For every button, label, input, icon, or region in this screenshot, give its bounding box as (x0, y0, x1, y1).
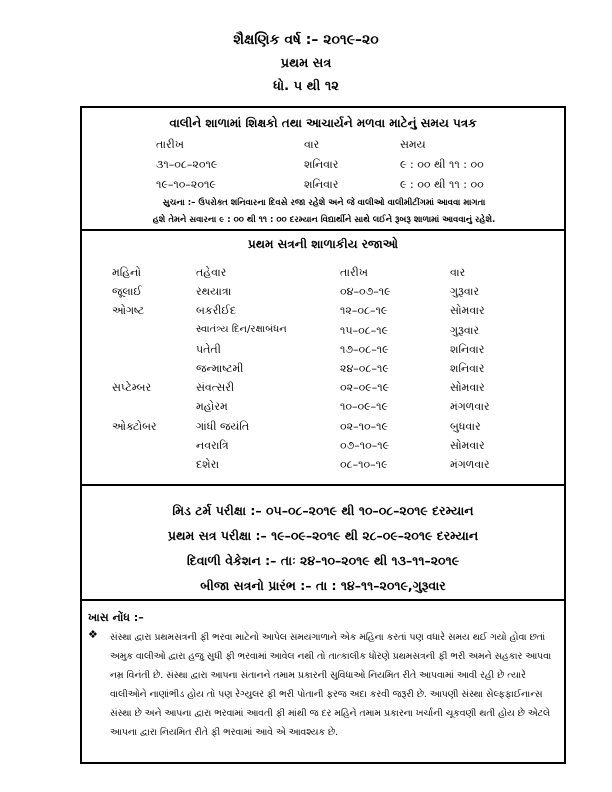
term-title: પ્રથમ સત્ર (280, 56, 332, 71)
standard-range-title: ધો. ૫ થી ૧૨ (273, 79, 339, 94)
holiday-date: ૧૫–૦૮–૧૯ (340, 324, 389, 337)
special-note-title: ખાસ નોંધ :– (88, 611, 144, 624)
holiday-day: શનિવાર (450, 343, 485, 356)
meeting-row-time: ૯ : ૦૦ થી ૧૧ : ૦૦ (400, 178, 484, 191)
meeting-row-time: ૯ : ૦૦ થી ૧૧ : ૦૦ (400, 158, 484, 171)
holiday-date: ૦૭–૧૦–૧૯ (340, 439, 390, 452)
holiday-day: ગુરૂવાર (450, 285, 480, 298)
parent-meeting-section (80, 106, 566, 231)
holiday-header-date: તારીખ (340, 266, 368, 279)
meeting-row-date: ૩૧–૦૮–૨૦૧૯ (156, 158, 218, 171)
meeting-header-time: સમય (400, 138, 426, 151)
meeting-section-title: વાલીને શાળામાં શિક્ષકો તથા આચાર્યને મળવા માટેનું સમય પત્રક (169, 116, 477, 130)
holiday-date: ૧૨–૦૮–૧૯ (340, 304, 388, 317)
meeting-header-day: વાર (304, 138, 320, 151)
holiday-day: સોમવાર (450, 439, 485, 452)
holiday-festival: ગાંધી જયંતિ (196, 420, 250, 433)
meeting-row-day: શનિવાર (304, 178, 339, 191)
holiday-date: ૧૭–૦૮–૧૯ (340, 343, 389, 356)
holiday-date: ૦૮–૧૦–૧૯ (340, 458, 388, 471)
meeting-row-date: ૧૯–૧૦–૨૦૧૯ (156, 178, 216, 191)
holiday-festival: પતેતી (196, 343, 221, 356)
holiday-festival: નવરાત્રિ (196, 439, 229, 452)
holiday-date: ૦૪–૦૭–૧૯ (340, 285, 391, 298)
holiday-date: ૨૪–૦૮–૧૯ (340, 362, 389, 375)
holiday-day: સોમવાર (450, 304, 485, 317)
holidays-section (80, 231, 566, 486)
meeting-header-date: તારીખ (156, 138, 184, 151)
meeting-instruction-line2: હશે તેમને સવારના ૯ : ૦૦ થી ૧૧ : ૦૦ દરમ્યાન વિદ્યાર્થીને સાથે લઈને રૂબરૂ શાળામાં આવવાનું રહેશે. (152, 215, 496, 225)
holiday-month: સપ્ટેમ્બર (112, 381, 152, 394)
holiday-header-month: મહિનો (112, 266, 142, 279)
holiday-day: મંગળવાર (450, 458, 490, 471)
holiday-festival: રથયાત્રા (196, 285, 232, 298)
special-note-body: સંસ્થા દ્વારા પ્રથમસત્રની ફી ભરવા માટેનો આપેલ સમયગાળાને એક મહિના કરતાં પણ વધારે સમય થઈ ગયો હોવા છતાં અમુક વાલીઓ દ્વારા હજુ સુધી ફી ભરવામાં આવેલ નથી તો તાત્કાલીક ધોરણે પ્રથમસત્રની ફી ભરી અમને સહકાર આપવા નમ્ર વિનંતી છે. સંસ્થા દ્વારા આપના સંતાનને તમામ પ્રકારની સુવિધાઓ નિયમિત રીતે આપવામાં આવી રહી છે ત્યારે વાલીઓને નાણાંભીડ હોય તો પણ રેગ્યુલર ફી ભરી પોતાની ફરજ અદા કરવી જરૂરી છે. આપણી સંસ્થા સેલ્ફફાઈનાન્સ સંસ્થા છે અને આપના દ્વારા ભરવામાં આવતી ફી માંથી જ દર મહિને તમામ પ્રકારના ખર્ચાની ચૂકવણી થતી હોય છે એટલે આપના દ્વારા નિયમિત રીતે ફી ભરવામાં આવે એ આવશ્યક છે. (110, 632, 552, 738)
holiday-date: ૦૨–૧૦–૧૯ (340, 420, 388, 433)
holiday-festival: સ્વાતંત્ર્ય દિન/રક્ષાબંધન (196, 324, 287, 335)
holiday-day: ગુરૂવાર (450, 324, 480, 337)
meeting-row-day: શનિવાર (304, 158, 339, 171)
holiday-date: ૧૦–૦૯–૧૯ (340, 400, 389, 413)
meeting-instruction-line1: સુચના :– ઉપરોક્ત શનિવારના દિવસે રજા રહેશે અને જે વાલીઓ વાલીમીટીંગમાં આવવા માગતા (162, 198, 486, 208)
holiday-festival: બકરીઈદ (196, 304, 237, 317)
holiday-day: બુધવાર (450, 420, 481, 433)
mid-term-exam: મિડ ટર્મ પરીક્ષા :– ૦૫–૦૮–૨૦૧૯ થી ૧૦–૦૮–૨૦૧૯ દરમ્યાન (172, 503, 474, 518)
holiday-header-day: વાર (450, 266, 466, 279)
holiday-header-festival: તહેવાર (196, 266, 227, 279)
holiday-day: સોમવાર (450, 381, 485, 394)
holiday-day: શનિવાર (450, 362, 485, 375)
academic-year-title: શૈક્ષણિક વર્ષ :– ૨૦૧૯–૨૦ (233, 32, 379, 48)
diamond-bullet-icon: ❖ (88, 628, 98, 641)
holiday-day: મંગળવાર (450, 400, 490, 413)
holiday-month: ઓગષ્ટ (112, 304, 145, 317)
holiday-month: જૂલાઈ (112, 285, 142, 298)
exam-schedule-section (80, 486, 566, 601)
diwali-vacation: દિવાળી વેકેશન :– તાઃ ૨૪–૧૦–૨૦૧૯ થી ૧૩–૧૧–૨૦૧૯ (186, 553, 460, 568)
second-term-start: બીજા સત્રનો પ્રારંભ :– તા : ૧૪–૧૧–૨૦૧૯,ગુરૂવાર (200, 578, 446, 593)
holiday-festival: જન્માષ્ટમી (196, 362, 244, 375)
holiday-month: ઓક્ટોબર (112, 420, 157, 433)
holiday-date: ૦૨–૦૯–૧૯ (340, 381, 390, 394)
special-note-section (80, 601, 566, 764)
holiday-festival: દશેરા (196, 458, 220, 471)
holidays-section-title: પ્રથમ સત્રની શાળાકીય રજાઓ (248, 237, 398, 251)
holiday-festival: મહોરમ (196, 400, 228, 413)
first-term-exam: પ્રથમ સત્ર પરીક્ષા :– ૧૯–૦૯–૨૦૧૯ થી ૨૮–૦૯–૨૦૧૯ દરમ્યાન (167, 528, 479, 543)
holiday-festival: સંવત્સરી (196, 381, 235, 394)
